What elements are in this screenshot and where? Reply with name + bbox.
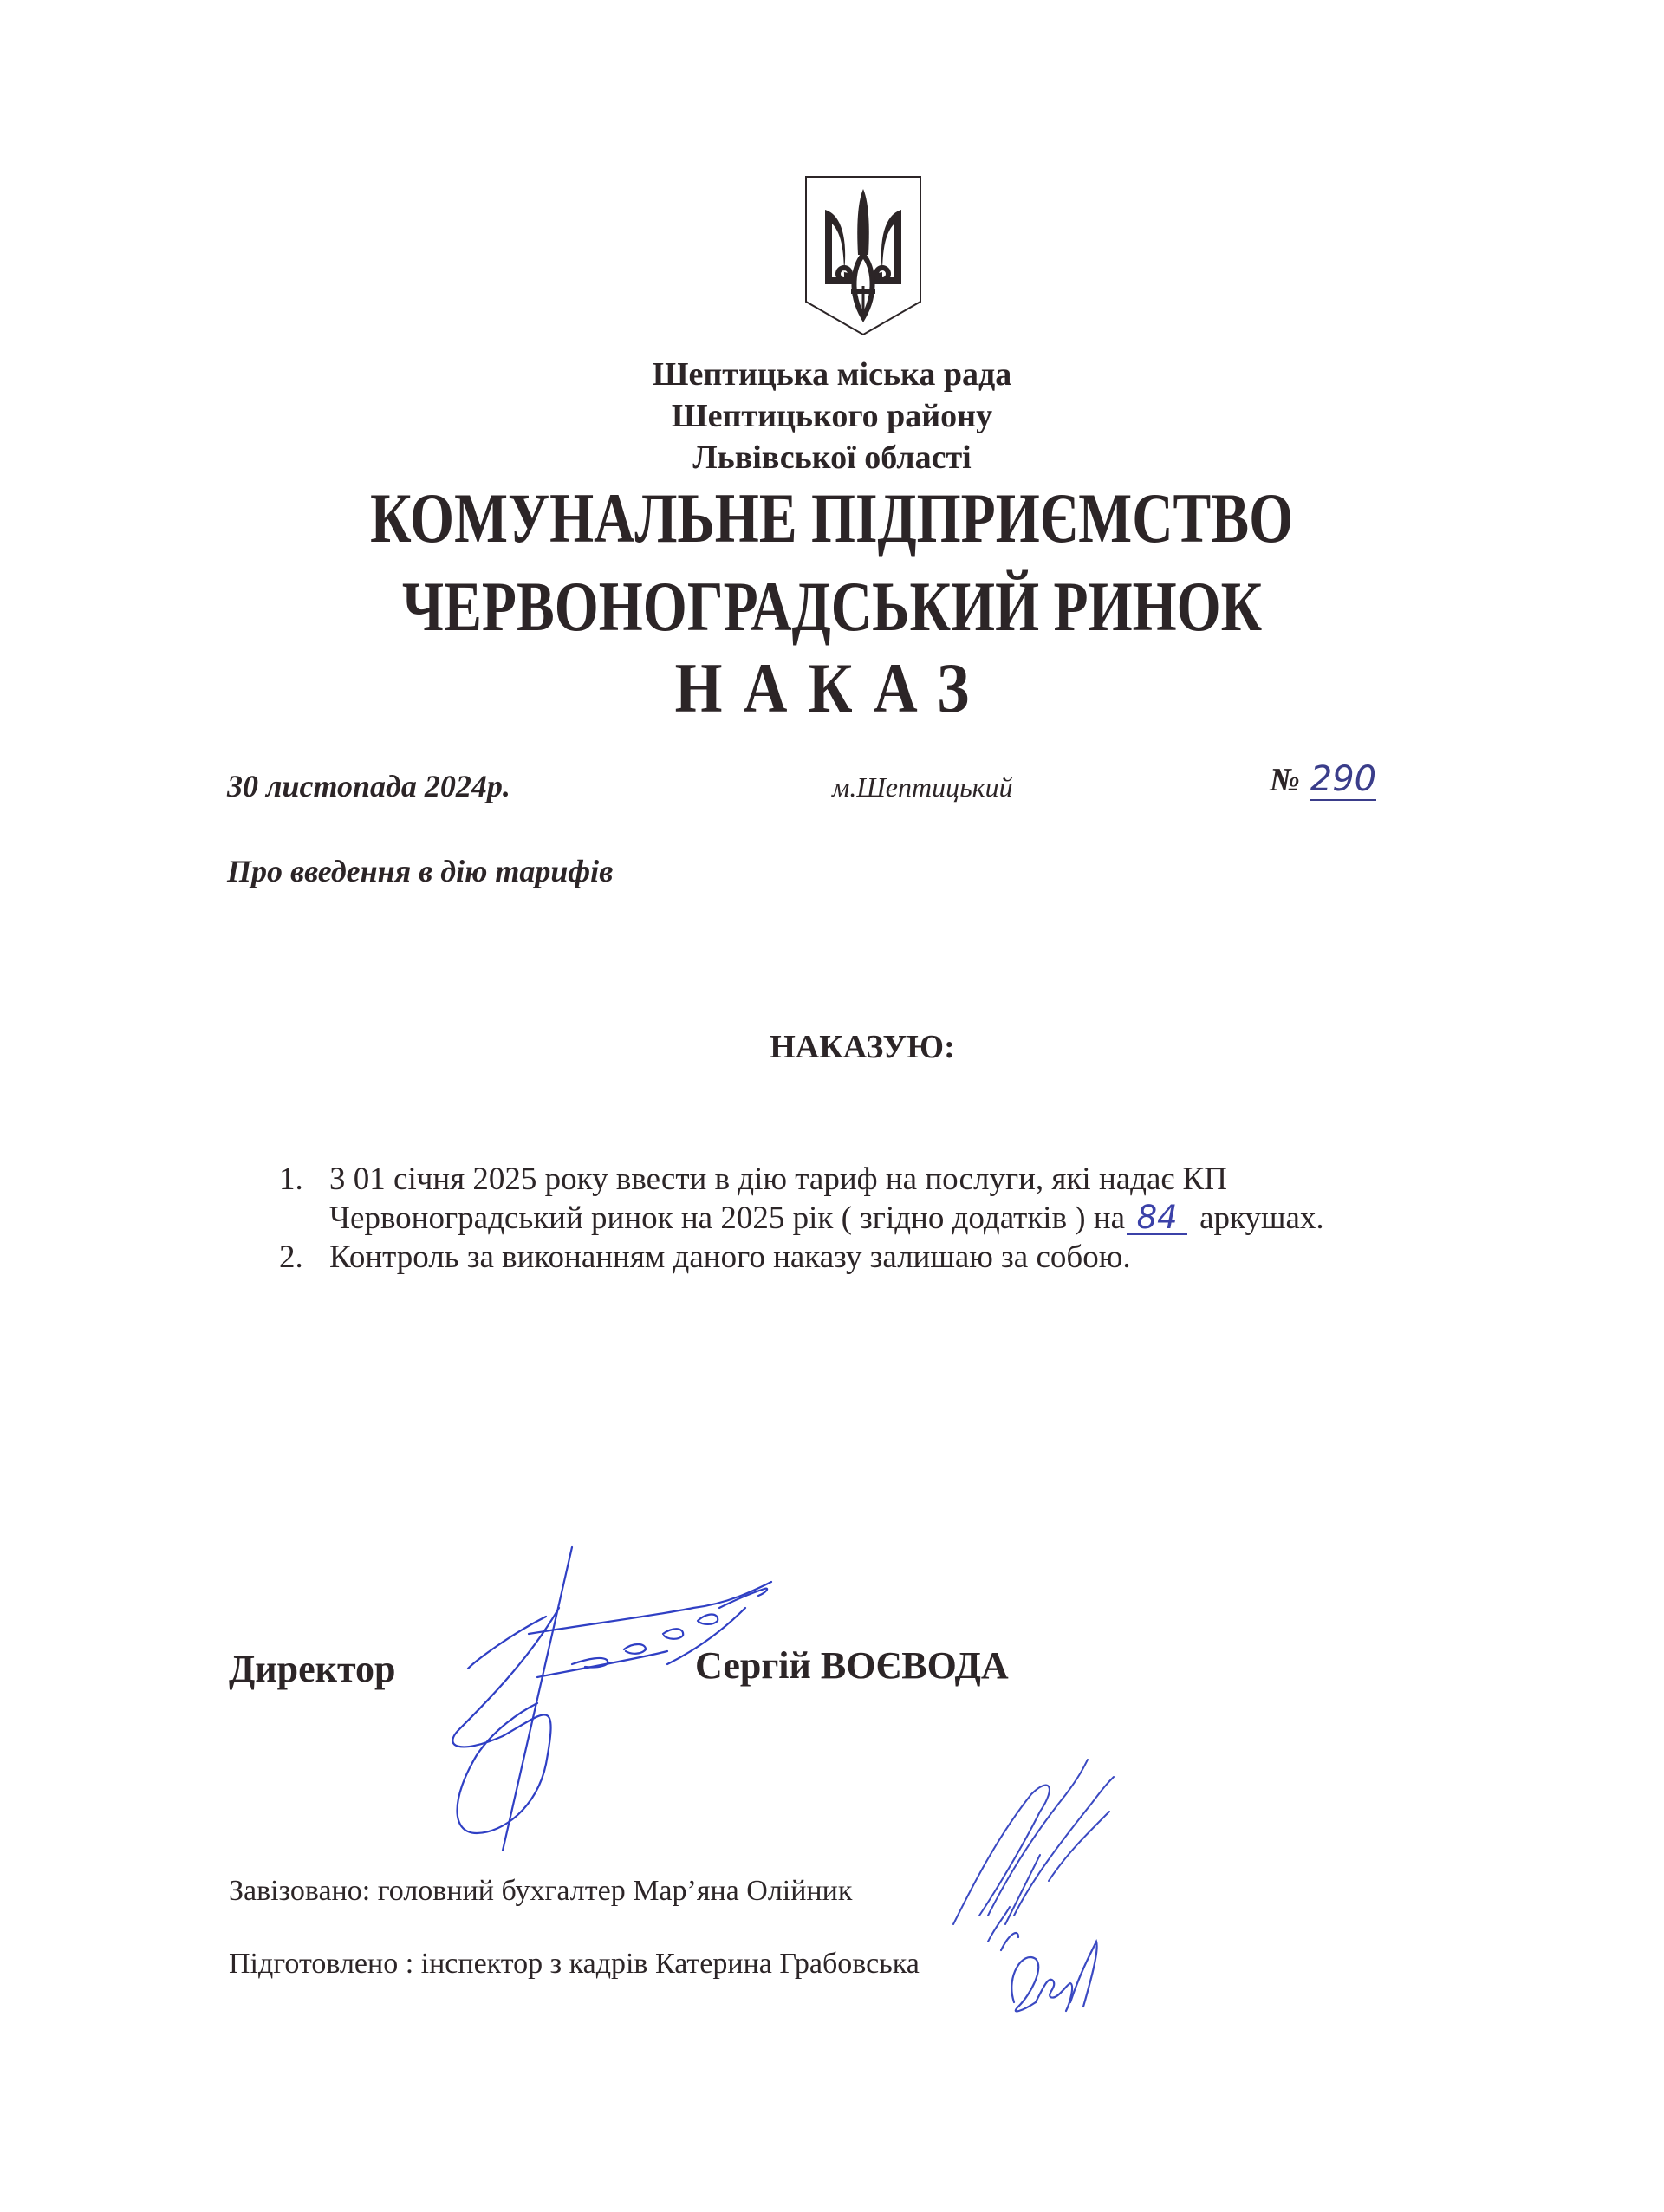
order-item: [279, 1238, 1532, 1277]
order-items: [279, 1160, 1532, 1277]
agreed-by-line: Завізовано: головний бухгалтер Мар’яна Олійник: [229, 1875, 853, 1907]
item-number: 2.: [279, 1239, 303, 1275]
preparer-signature: [997, 1924, 1109, 2020]
document-city: м.Шептицький: [832, 771, 1013, 803]
document-subject: Про введення в дію тарифів: [227, 854, 614, 888]
organization-line: КОМУНАЛЬНЕ ПІДПРИЄМСТВО: [370, 478, 1294, 557]
organization-name: [0, 475, 1664, 562]
item-line: З 01 січня 2025 року ввести в дію тариф на послуги, які надає КП: [329, 1161, 1227, 1197]
prepared-by-line: Підготовлено : інспектор з кадрів Катерина Грабовська: [229, 1948, 920, 1980]
order-verb: НАКАЗУЮ:: [770, 1029, 955, 1065]
council-line: Львівської області: [692, 439, 972, 476]
organization-name: [0, 563, 1664, 650]
document-number: [1270, 759, 1376, 801]
council-line: Шептицька міська рада: [652, 356, 1012, 393]
handwritten-sheet-count: 84: [1127, 1202, 1187, 1235]
director-title: Директор: [229, 1648, 396, 1690]
ukraine-coat-of-arms-icon: [803, 172, 924, 338]
item-text: аркушах.: [1199, 1200, 1324, 1236]
item-line: Контроль за виконанням даного наказу залишаю за собою.: [329, 1239, 1131, 1275]
order-item: [279, 1160, 1532, 1238]
item-line: [329, 1199, 1532, 1238]
accountant-signature: [936, 1742, 1127, 1942]
document-date: 30 листопада 2024р.: [227, 769, 510, 803]
handwritten-number: 290: [1310, 759, 1377, 799]
item-text: Червоноградський ринок на 2025 рік ( згідно додатків ) на: [329, 1200, 1126, 1236]
document-type: [0, 645, 1664, 732]
council-line: Шептицького району: [671, 398, 993, 434]
director-name: Сергій ВОЄВОДА: [695, 1644, 1009, 1687]
number-sign: №: [1270, 762, 1300, 798]
item-number: 1.: [279, 1161, 303, 1197]
director-signature: [407, 1539, 858, 1851]
organization-line: ЧЕРВОНОГРАДСЬКИЙ РИНОК: [401, 567, 1263, 646]
document-type-label: НАКАЗ: [674, 648, 990, 727]
